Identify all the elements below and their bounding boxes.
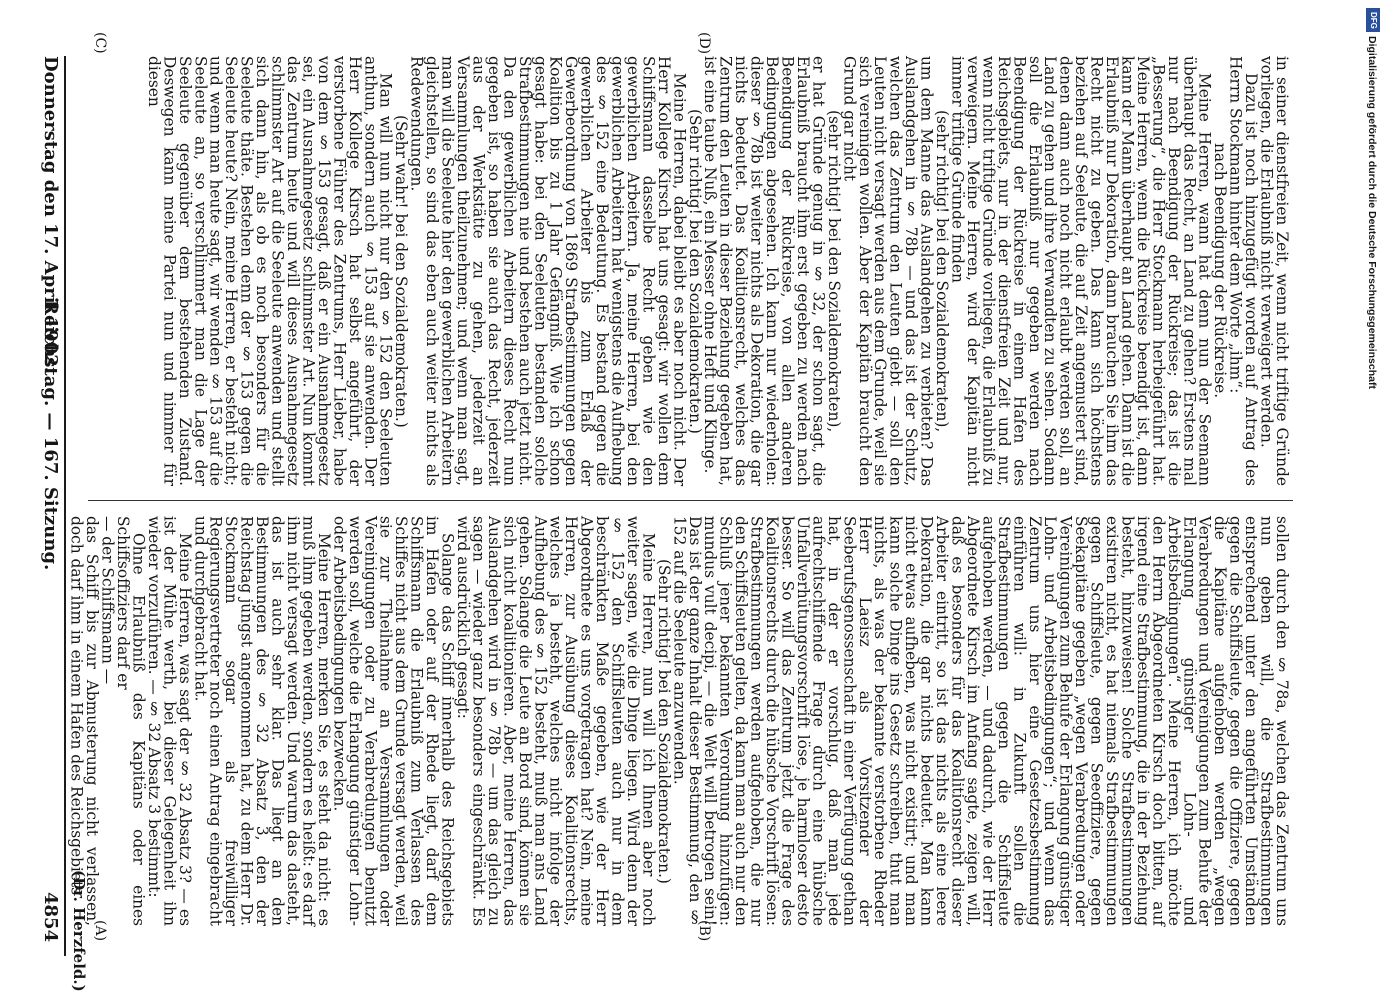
column-divider bbox=[88, 500, 1293, 501]
header-rule bbox=[64, 56, 66, 956]
paragraph: in seiner dienstfreien Zeit, wenn nicht triftige Gründe vorliegen, die Erlaubniß nicht verweigert werden. bbox=[1257, 56, 1291, 486]
header-left: Reichstag. — 167. Sitzung. bbox=[40, 300, 61, 571]
interjection: (sehr richtig! bei den Sozialdemokraten), bbox=[933, 109, 952, 433]
dfg-logo-icon: DFG bbox=[1366, 8, 1380, 32]
margin-mark-a: (A) bbox=[92, 920, 108, 942]
paragraph: Meine Herren, wann hat denn nun der Seemann überhaupt das Recht, an Land zu gehen? Erstens mal nur nach Beendigung der Rückreise; das ist die „Besserung“, die Herr Stockmann herbeigeführt hat. Meine Herren, wenn die Rückreise beendigt ist, dann kann der Mann überhaupt an Land gehen. Dann ist die Erlaubniß nur Dekoration, dann brauchen Sie ihm das Recht nicht zu geben. Das kann sich höchstens beziehen auf Seeleute, die auf Zeit angemustert sind, denen dann auch noch nicht erlaubt werden soll, an Land zu gehen und ihre Verwandten zu sehen. Sodann soll die Erlaubniß nur gegeben werden nach Beendigung der Rückreise in einem Hafen des Reichsgebiets, nur in der dienstfreien Zeit und nur, wenn nicht triftige Gründe vorliegen, die Erlaubniß zu verweigern. Meine Herren, wird der Kapitän nicht immer triftige Gründe finden bbox=[948, 56, 1214, 486]
digitization-notice: Digitalisierung gefördert durch die Deutsche Forschungsgemeinschaft bbox=[1366, 36, 1378, 389]
paragraph: Meine Herren, nun will ich Ihnen aber noch weiter sagen, wie die Dinge liegen. Wird denn der § 152 den Schiffsleuten auch nur in dem beschränkten Maße gegeben, wie der Herr Abgeordnete es uns vorgetragen hat? Nein, meine Herren, zur Ausübung dieses Koalitionsrechts, welches ja besteht, welches nicht infolge der Aufhebung des § 152 besteht, muß man ans Land gehen. Solange die Leute an Bord sind, können sie sich nicht koalitionieren. Aber, meine Herren, das Auslandgehen wird in § 78b — um das gleich zu sagen — wieder ganz besonders eingeschränkt. Es wird ausdrücklich gesagt: bbox=[453, 516, 658, 926]
interjection: (Sehr richtig! bei den Sozialdemokraten.) bbox=[654, 558, 673, 884]
quoted-line: nach Beendigung der Rückreise. bbox=[1211, 143, 1230, 399]
margin-mark-d: (D) bbox=[696, 32, 712, 55]
paragraph: — der Schiffsmann — bbox=[98, 516, 117, 685]
paragraph: Meine Herren, dabei bleibt es aber noch nicht. Der Herr Kollege Kirsch hat uns gesagt: wir wollen dem Schiffsmann dasselbe Recht geben wie den gewerblichen Arbeitern. Ja, meine Herren, bei den gewerblichen Arbeitern hat wenigstens die Aufhebung des § 152 eine Bedeutung. Es bestand gegen die gewerblichen Arbeiter bis zum Erlaß der Gewerbeordnung von 1869 Strafbestimmungen gegen Koalition bis zu 1 Jahr Gefängniß. Wie ich schon gesagt habe: bei den Seeleuten bestanden solche Strafbestimmungen nie und bestehen auch jetzt nicht. Da den gewerblichen Arbeitern dieses Recht nun gegeben ist, so haben sie auch das Recht, jederzeit aus der Werkstätte zu gehen, jederzeit an Versammlungen theilzunehmen; und wenn man sagt, man will die Seeleute hier den gewerblichen Arbeitern gleichstellen, so sind das eben auch weiter nichts als Redewendungen. bbox=[407, 56, 689, 486]
quoted-paragraph: Solange das Schiff innerhalb des Reichsgebiets im Hafen oder auf der Rhede liegt, darf dem Schiffsmann die Erlaubniß zum Verlassen des Schiffes nicht aus dem Grunde versagt werden, weil sie zur Theilnahme an Versammlungen oder Vereinigungen oder zu Verabredungen benutzt werden soll, welche die Erlangung günstiger Lohn- oder Arbeitsbedingungen bezwecken. bbox=[330, 516, 457, 926]
paragraph: Dazu ist noch hinzugefügt worden auf Antrag des Herrn Stockmann hinter dem Worte „ihm“: bbox=[1226, 56, 1261, 486]
speaker-label: (Dr. Herzfeld.) bbox=[70, 870, 88, 992]
column-right bbox=[94, 56, 1289, 486]
interjection: (Sehr wahr! bei den Sozialdemokraten.) bbox=[392, 114, 411, 428]
page-number: 4854 bbox=[40, 892, 61, 943]
paragraph: Meine Herren, was sagt der § 32 Absatz 3? — es ist der Mühe werth, bei dieser Gelegenheit ihn wieder vorzuführen. — § 32 Absatz 3 bestimmt: bbox=[144, 516, 194, 926]
quoted-paragraph: Ohne Erlaubniß des Kapitäns oder eines Schiffsoffiziers darf er bbox=[114, 516, 148, 926]
margin-mark-b: (B) bbox=[696, 920, 712, 942]
paragraph: Man will nun nicht nur den § 152 den Seeleuten anthun, sondern auch § 153 auf sie anwenden. Der Herr Kollege Kirsch hat selbst angeführt, der verstorbene Führer des Zentrums, Herr Lieber, habe von dem § 153 gesagt, daß er ein Ausnahmegesetz sei, ein Ausnahmegesetz schlimmster Art. Nun kommt das Zentrum heute und will dieses Ausnahmegesetz schlimmster Art auf die Seeleute anwenden und stellt sich dann hin, als ob es noch besonders für die Seeleute thäte. Bestehen denn der § 153 gegen die Seeleute heute? Nein, meine Herren, er besteht nicht; und wenn man heute sagt, wir wenden § 153 auf die Seeleute an, so verschlimmert man die Lage der Seeleute gegenüber dem bestehenden Zustand. Deswegen kann meine Partei nun und nimmer für diesen bbox=[144, 56, 395, 486]
margin-mark-c: (C) bbox=[92, 32, 108, 54]
paragraph: um dem Manne das Auslandgehen zu verbieten? Das Auslandgehen in § 78b — und das ist der Schutz, welchen das Zentrum den Leuten giebt — soll den Leuten nicht versagt werden aus dem Grunde, weil sie sich vereinigen wollen. Aber der Kapitän braucht den Grund gar nicht bbox=[840, 56, 936, 486]
paragraph: das Schiff bis zur Abmusterung nicht verlassen, doch darf ihm in einem Hafen des Reichsgebiets bbox=[67, 516, 102, 926]
interjection: (Sehr richtig! bei den Sozialdemokraten.) bbox=[685, 108, 704, 434]
paragraph: sollen durch den § 78a, welchen das Zentrum uns nun geben will, die Strafbestimmungen entsprechend unter den angeführten Umständen gegen die Schiffsleute, gegen die Offiziere, gegen die Kapitäne aufgehoben werden „wegen Verabredungen und Vereinigungen zum Behufe der Erlangung günstiger Lohn- und Arbeitsbedingungen“. Meine Herren, ich möchte den Herrn Abgeordneten Kirsch doch bitten, auf irgend eine Strafbestimmung, die in der Beziehung besteht, hinzuweisen! Solche Strafbestimmungen existiren nicht, es hat niemals Strafbestimmungen gegen Schiffsleute, gegen Seeoffiziere, gegen Seekapitäne gegeben „wegen Verabredungen oder Vereinigungen zum Behufe der Erlangung günstiger Lohn- und Arbeitsbedingungen“; und wenn das Zentrum uns hier eine Gesetzesbestimmung einführen will: in Zukunft sollen die Strafbestimmungen gegen die Schiffsleute aufgehoben werden, — und dadurch, wie der Herr Abgeordnete Kirsch im Anfang sagte, zeigen will, daß es besonders für das Koalitionsrecht dieser Arbeiter eintritt, so ist das nichts als eine leere Dekoration, die gar nichts bedeutet. Man kann nicht etwas aufheben, was nicht existirt; und man kann solche Dinge ins Gesetz schreiben, thut man nichts, als was der bekannte verstorbene Rheder Herr Laeisz als Vorsitzender der Seeberufsgenossenschaft in einer Verfügung gethan hat, in der er vorschlug, daß man jede aufrechtschiffende Frage durch eine hübsche Unfallverhütungsvorschrift löse, je harmloser desto besser. So will das Zentrum jetzt die Frage des Koalitionsrechts durch die hübsche Vorschrift lösen: Strafbestimmungen werden aufgehoben, die nur den Schiffsleuten gelten, da kann man auch nur den Schluß jener bekannten Verordnung hinzufügen: mundus vult decipi, — die Welt will betrogen sein! Das ist der ganze Inhalt dieser Bestimmung, den § 152 auf die Seeleute anzuwenden. bbox=[670, 516, 1291, 926]
header-right: Donnerstag den 17. April 1902. bbox=[40, 56, 61, 374]
paragraph: er hat Gründe genug in § 32, der schon sagt, die Erlaubniß braucht ihm erst gegeben zu werden nach Beendigung der Rückreise, von allen anderen Bedingungen abgesehen. Ich kann nur wiederholen: dieser § 78b ist weiter nichts als Dekoration, die gar nichts bedeutet. Das Koalitionsrecht, welches das Zentrum den Leuten in dieser Beziehung gegeben hat, ist eine taube Nuß, ein Messer ohne Heft und Klinge. bbox=[701, 56, 828, 486]
column-left bbox=[67, 516, 1291, 926]
interjection: (sehr richtig! bei den Sozialdemokraten), bbox=[824, 109, 843, 433]
paragraph: Meine Herren, merken Sie, es steht da nicht: es muß ihm gegeben werden, sondern es heißt: es darf ihm nicht versagt werden. Und warum das dasteht, das ist auch sehr klar. Das liegt an den Bestimmungen des § 32 Absatz 3, den der Reichstag jüngst angenommen hat, zu dem Herr Dr. Stockmann sogar als freiwilliger Regierungsvertreter noch einen Antrag eingebracht und durchgebracht hat. bbox=[191, 516, 333, 926]
